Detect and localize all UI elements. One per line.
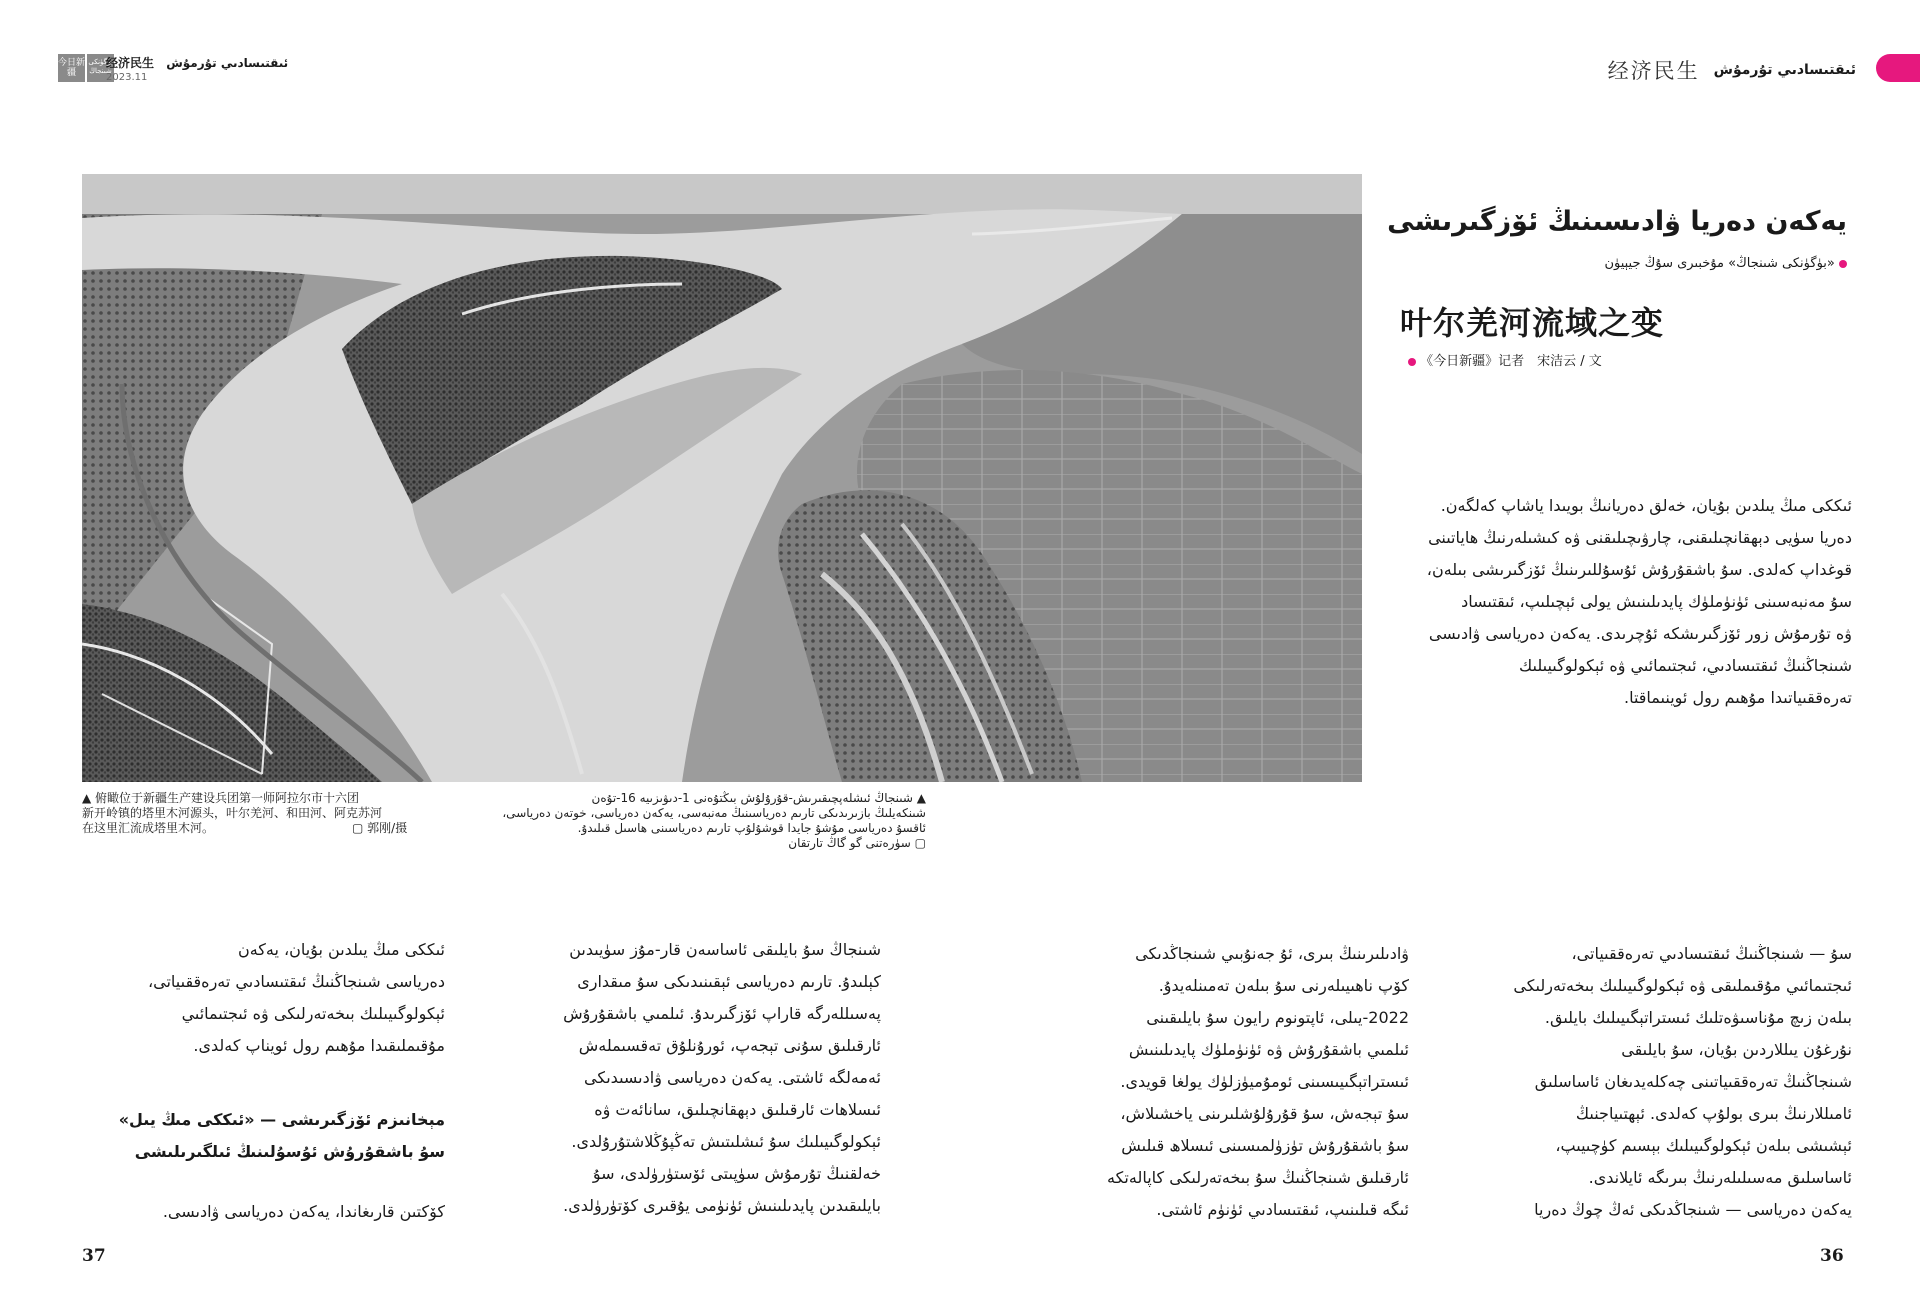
left-section-title xyxy=(106,54,406,72)
text-line: ۋە تۇرمۇش زور ئۆزگىرىشكە ئۇچرىدى. يەكەن دەرياسى ۋادىسى xyxy=(1428,624,1852,643)
text-line: سۇ باشقۇرۇش ئۇسۇلىنىڭ ئىلگىرىلىشى xyxy=(134,1142,445,1161)
text-line: ئىگە قىلىنىپ، ئىقتىسادىي ئۈنۈم ئاشتى. xyxy=(1156,1200,1409,1219)
text-line: مۇقىملىقىدا مۇھىم رول ئويناپ كەلدى. xyxy=(193,1036,445,1055)
right-section-cn: 经济民生 xyxy=(1607,59,1700,83)
text-line: ئېكولوگىيىلىك سۇ ئىشلىتىش تەڭپۇڭلاشتۇرۇلدى. xyxy=(571,1132,881,1151)
text-line: ئېشىشى بىلەن ئېكولوگىيىلىك بېسىم كۈچىيىپ، xyxy=(1555,1136,1852,1155)
text-line: بىلەن زىچ مۇناسىۋەتلىك ئىستراتېگىيىلىك بايلىق. xyxy=(1544,1008,1852,1027)
bullet-dot-icon xyxy=(1408,358,1416,366)
body-column-left-1 xyxy=(488,934,881,1222)
body-column-left-2-continued xyxy=(70,1196,445,1228)
text-line: ئىسلاھات ئارقىلىق دېھقانچىلىق، سانائەت ۋە xyxy=(594,1100,881,1119)
caption-ug-line: ئاقسۇ دەرياسى مۇشۇ جايدا قوشۇلۇپ تارىم دەرياسىنى ھاسىل قىلىدۇ. xyxy=(577,821,926,835)
byline-ug-text: «بۈگۈنكى شىنجاڭ» مۇخبىرى سۇڭ جيېيۈن xyxy=(1604,256,1835,271)
text-line: كۆكتىن قارىغاندا، يەكەن دەرياسى ۋادىسى. xyxy=(162,1202,445,1221)
photo-caption-ug xyxy=(480,791,926,851)
body-column-left-2 xyxy=(70,934,445,1062)
text-line: نۇرغۇن يىللاردىن بۇيان، سۇ بايلىقى xyxy=(1621,1040,1852,1059)
masthead-cn: 今日新疆 xyxy=(58,54,85,82)
text-line: شىنجاڭنىڭ ئىقتىسادىي، ئىجتىمائىي ۋە ئېكولوگىيىلىك xyxy=(1519,656,1852,675)
text-line: سۇ باشقۇرۇش تۈزۈلمىسىنى ئىسلاھ قىلىش xyxy=(1121,1136,1409,1155)
section-subheading xyxy=(70,1104,445,1168)
text-line: ئەمەلگە ئاشتى. يەكەن دەرياسى ۋادىسىدىكى xyxy=(584,1068,881,1087)
page-number-right: 36 xyxy=(1820,1246,1844,1266)
text-line: مېخانىزم ئۆزگىرىشى — «ئىككى مىڭ يىل» xyxy=(118,1110,445,1129)
byline-cn-text: 《今日新疆》记者 宋洁云 / 文 xyxy=(1420,354,1602,369)
text-line: سۇ — شىنجاڭنىڭ ئىقتىسادىي تەرەققىياتى، xyxy=(1571,944,1852,963)
text-line: كۆپ ناھىيىلەرنى سۇ بىلەن تەمىنلەيدۇ. xyxy=(1158,976,1409,995)
text-line: خەلقنىڭ تۇرمۇش سۈپىتى ئۆستۈرۈلدى، سۇ xyxy=(592,1164,881,1183)
text-line: ئىستراتېگىيىسىنى ئومۇميۈزلۈك يولغا قويدى. xyxy=(1120,1072,1409,1091)
text-line: قوغداپ كەلدى. سۇ باشقۇرۇش ئۇسۇللىرىنىڭ ئۆزگىرىشى بىلەن، xyxy=(1426,560,1852,579)
text-line: ۋادىلىرىنىڭ بىرى، ئۇ جەنۇبىي شىنجاڭدىكى xyxy=(1135,944,1409,963)
caption-cn-line: ▲ 俯瞰位于新疆生产建设兵团第一师阿拉尔市十六团 xyxy=(82,791,360,805)
right-section-ug: ئىقتىسادىي تۇرمۇش xyxy=(1713,62,1856,78)
text-line: سۇ مەنبەسىنى ئۈنۈملۈك پايدىلىنىش يولى ئېچىلىپ، ئىقتىساد xyxy=(1461,592,1852,611)
text-line: ئىككى مىڭ يىلدىن بۇيان، خەلق دەريانىڭ بويىدا ياشاپ كەلگەن. xyxy=(1440,496,1852,515)
text-line: شىنجاڭ سۇ بايلىقى ئاساسەن قار-مۇز سۈيىدىن xyxy=(569,940,881,959)
text-line: بايلىقىدىن پايدىلىنىش ئۈنۈمى يۇقىرى كۆتۈرۈلدى. xyxy=(563,1196,881,1215)
text-line: ئىككى مىڭ يىلدىن بۇيان، يەكەن xyxy=(237,940,445,959)
text-line: ئارقىلىق شىنجاڭنىڭ سۇ بىخەتەرلىكى كاپالەتكە xyxy=(1107,1168,1409,1187)
article-byline-ug xyxy=(1372,256,1847,271)
text-line: دەريا سۈيى دېھقانچىلىقنى، چارۋىچىلىقنى ۋە كىشىلەرنىڭ ھاياتىنى xyxy=(1428,528,1852,547)
caption-cn-line: 在这里汇流成塔里木河。 ▢ 郭刚/摄 xyxy=(82,821,408,835)
text-line: دەرياسى شىنجاڭنىڭ ئىقتىسادىي تەرەققىياتى، xyxy=(147,972,445,991)
text-line: ئامىللارنىڭ بىرى بولۇپ كەلدى. ئېھتىياجنىڭ xyxy=(1575,1104,1852,1123)
left-section-ug: ئىقتىسادىي تۇرمۇش xyxy=(166,56,289,70)
text-line: ئېكولوگىيىلىك بىخەتەرلىكى ۋە ئىجتىمائىي xyxy=(181,1004,445,1023)
page-number-left: 37 xyxy=(82,1246,106,1266)
text-line: ئاساسلىق مەسىلىلەرنىڭ بىرىگە ئايلاندى. xyxy=(1588,1168,1852,1187)
text-line: كېلىدۇ. تارىم دەرياسى ئېقىنىدىكى سۇ مىقدارى xyxy=(577,972,881,991)
caption-cn-line: 新开岭镇的塔里木河源头，叶尔羌河、和田河、阿克苏河 xyxy=(82,806,383,820)
caption-ug-line: ▢ سۈرەتنى گو گاڭ تارتقان xyxy=(788,836,926,850)
river-aerial-photo xyxy=(82,174,1362,782)
left-section-cn: 经济民生 xyxy=(106,56,155,70)
text-line: 2022-يىلى، ئاپتونوم رايون سۇ بايلىقىنى xyxy=(1146,1008,1409,1027)
body-column-right-1 xyxy=(1440,938,1852,1226)
intro-paragraph xyxy=(1372,490,1852,714)
article-title-cn: 叶尔羌河流域之变 xyxy=(1400,304,1665,342)
bullet-dot-icon xyxy=(1839,260,1847,268)
section-tab-marker xyxy=(1876,54,1920,82)
article-title-ug: يەكەن دەريا ۋادىسىنىڭ ئۆزگىرىشى xyxy=(1387,206,1847,237)
text-line: يەكەن دەرياسى — شىنجاڭدىكى ئەڭ چوڭ دەريا xyxy=(1534,1200,1852,1219)
text-line: شىنجاڭنىڭ تەرەققىياتىنى چەكلەيدىغان ئاساسلىق xyxy=(1534,1072,1852,1091)
text-line: ئىجتىمائىي مۇقىملىقى ۋە ئېكولوگىيىلىك بىخەتەرلىكى xyxy=(1513,976,1852,995)
right-section-title xyxy=(1480,56,1856,84)
text-line: پەسىللەرگە قاراپ ئۆزگىرىدۇ. ئىلمىي باشقۇرۇش xyxy=(563,1004,881,1023)
text-line: سۇ تېجەش، سۇ قۇرۇلۇشلىرىنى ياخشىلاش، xyxy=(1120,1104,1409,1123)
text-line: ئىلمىي باشقۇرۇش ۋە ئۈنۈملۈك پايدىلىنىش xyxy=(1128,1040,1409,1059)
text-line: تەرەققىياتىدا مۇھىم رول ئوينىماقتا. xyxy=(1623,688,1852,707)
caption-ug-line: شىنكەيلىڭ بازىرىدىكى تارىم دەرياسىنىڭ مەنبەسى، يەكەن دەرياسى، خوتەن دەرياسى، xyxy=(502,806,926,820)
photo-caption-cn xyxy=(82,791,422,836)
body-column-right-2 xyxy=(1016,938,1409,1226)
article-byline-cn xyxy=(1408,350,1848,369)
issue-date: 2023.11 xyxy=(106,72,148,83)
masthead-ug: بۈگۈنكى شىنجاڭ xyxy=(87,54,114,82)
caption-ug-line: ▲ شىنجاڭ ئىشلەپچىقىرىش-قۇرۇلۇش بىڭتۇەنى 1-دىۋىزىيە 16-تۇەن xyxy=(591,791,926,805)
text-line: ئارقىلىق سۇنى تېجەپ، ئورۇنلۇق تەقسىملەش xyxy=(578,1036,881,1055)
